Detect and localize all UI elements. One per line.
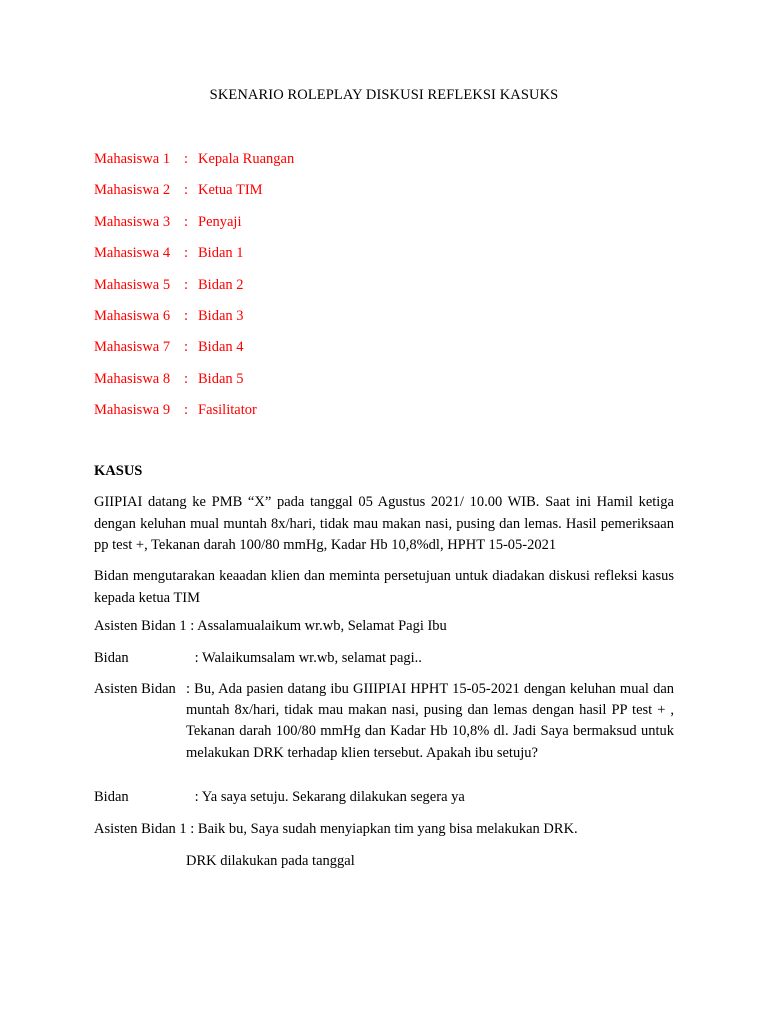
document-title: SKENARIO ROLEPLAY DISKUSI REFLEKSI KASUKS: [209, 87, 559, 103]
role-item: [94, 275, 674, 306]
role-separator: :: [184, 402, 189, 419]
role-student: Mahasiswa 7: [94, 339, 171, 356]
role-student: Mahasiswa 3: [94, 213, 171, 230]
role-item: [94, 337, 674, 368]
dialogue-line: [94, 819, 674, 840]
dialogue-text: Baik bu, Saya sudah menyiapkan tim yang bisa melakukan DRK.: [197, 821, 578, 837]
dialogue-line: [94, 616, 674, 637]
role-item: [94, 306, 674, 337]
role-student: Mahasiswa 6: [94, 307, 171, 324]
role-item: [94, 400, 674, 431]
role-student: Mahasiswa 1: [94, 151, 171, 167]
role-name: Bidan 3: [198, 307, 244, 324]
role-name: Fasilitator: [198, 402, 257, 419]
role-name: Ketua TIM: [198, 182, 263, 199]
role-separator: :: [184, 182, 189, 199]
dialogue-speaker: Bidan: [94, 789, 129, 805]
dialogue-text: : Ya saya setuju. Sekarang dilakukan segera ya: [194, 789, 465, 805]
role-item: [94, 212, 674, 243]
role-name: Bidan 1: [198, 245, 244, 262]
role-separator: :: [184, 245, 189, 262]
dialogue-line: [94, 679, 674, 764]
role-student: Mahasiswa 5: [94, 276, 171, 293]
dialogue-speaker: Asisten Bidan: [94, 681, 176, 697]
dialogue-text: Assalamualaikum wr.wb, Selamat Pagi Ibu: [197, 618, 447, 634]
dialogue-speaker: Bidan: [94, 650, 129, 666]
kasus-heading: KASUS: [94, 463, 143, 479]
role-student: Mahasiswa 2: [94, 182, 171, 199]
role-name: Penyaji: [198, 213, 242, 230]
role-student: Mahasiswa 8: [94, 370, 171, 387]
role-student: Mahasiswa 9: [94, 402, 171, 419]
role-separator: :: [184, 370, 189, 387]
role-item: [94, 369, 674, 400]
closing-line: DRK dilakukan pada tanggal: [186, 853, 355, 869]
dialogue-line: [94, 787, 674, 808]
dialogue-speaker: Asisten Bidan 1 :: [94, 821, 195, 837]
role-separator: :: [184, 213, 189, 230]
role-student: Mahasiswa 4: [94, 245, 171, 262]
intro-paragraph: Bidan mengutarakan keaadan klien dan meminta persetujuan untuk diadakan diskusi refleksi kasus kepada ketua TIM: [94, 568, 674, 606]
dialogue-speaker: Asisten Bidan 1 :: [94, 618, 195, 634]
role-separator: :: [184, 151, 189, 167]
role-item: [94, 243, 674, 274]
kasus-paragraph: GIIPIAI datang ke PMB “X” pada tanggal 05 Agustus 2021/ 10.00 WIB. Saat ini Hamil ketiga dengan keluhan mual muntah 8x/hari, tidak mau makan nasi, pusing dan lemas. Hasil pemeriksaan pp test +, Tekanan darah 100/80 mmHg, Kadar Hb 10,8%dl, HPHT 15-05-2021: [94, 494, 674, 553]
dialogue-text: : Bu, Ada pasien datang ibu GIIIPIAI HPHT 15-05-2021 dengan keluhan mual dan muntah 8x/hari, tidak mau makan nasi, pusing dan lemas dengan hasil PP test + , Tekanan darah 100/80 mmHg dan Kadar Hb 10,8% dl. Jadi Saya bermaksud untuk melakukan DRK terhadap klien tersebut. Apakah ibu setuju?: [186, 681, 674, 761]
role-name: Bidan 4: [198, 339, 244, 356]
role-item: [94, 149, 674, 180]
role-separator: :: [184, 307, 189, 324]
role-list: [94, 149, 674, 432]
role-name: Bidan 5: [198, 370, 244, 387]
dialogue-text: : Walaikumsalam wr.wb, selamat pagi..: [194, 650, 422, 666]
role-name: Kepala Ruangan: [198, 151, 295, 167]
role-separator: :: [184, 276, 189, 293]
dialogue-line: [94, 648, 674, 669]
role-item: [94, 180, 674, 211]
role-name: Bidan 2: [198, 276, 244, 293]
role-separator: :: [184, 339, 189, 356]
